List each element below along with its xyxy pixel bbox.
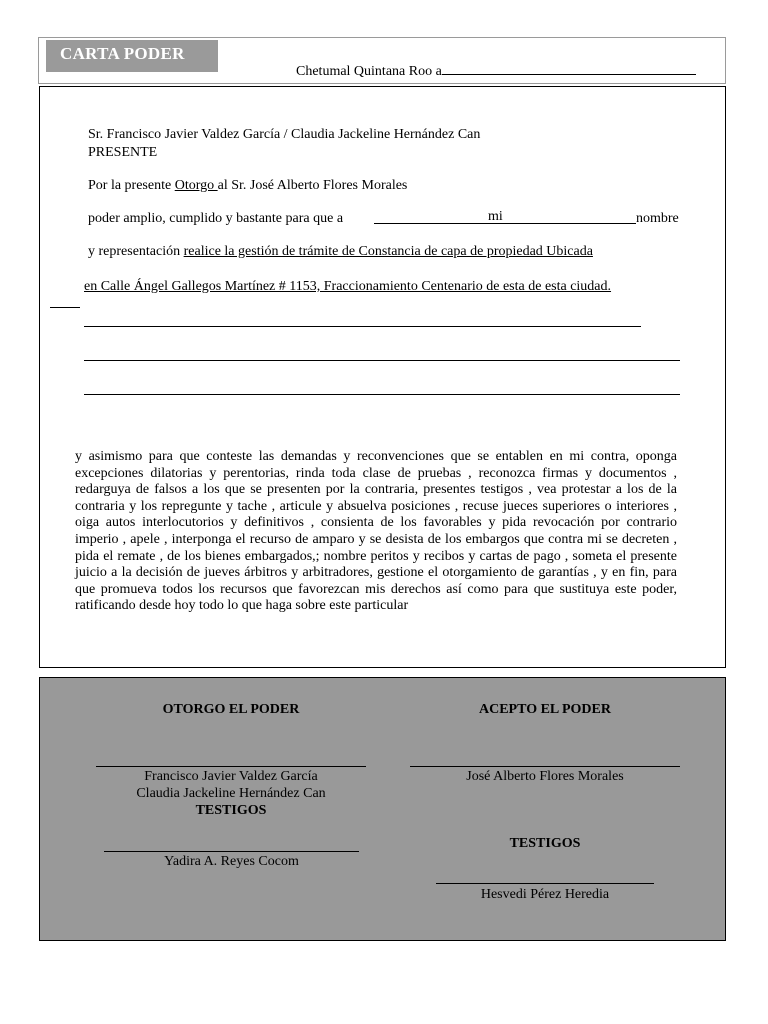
power-line-fill: mi [488, 209, 503, 224]
witness-right-signature-line [436, 883, 654, 884]
representation-line [88, 243, 593, 260]
witnesses-right-heading: TESTIGOS [509, 836, 581, 851]
witness-left-name: Yadira A. Reyes Cocom [164, 854, 299, 869]
grantor-heading: OTORGO EL PODER [162, 702, 300, 717]
place-date-line [296, 60, 696, 80]
grant-line [88, 177, 407, 194]
grant-line-rest: al Sr. José Alberto Flores Morales [217, 178, 408, 193]
grantor-signature-line [96, 766, 366, 767]
powers-paragraph: y asimismo para que conteste las demandas y reconvenciones que se entablen en mi contra, oponga excepciones dilatorias y perentorias, rinda toda clase de pruebas , reconozca firmas y documentos , redarguya de falsos a los que se presenten por la contraria, presentes testigos , vea protestar a los de la contraria y los repregunte y tache , articule y absuelva posiciones , recuse jueces superiores o interiores , oiga autos interlocutorios y definitivos , consienta de los favorables y pida revocación por contrario imperio , apele , interponga el recurso de amparo y se desista de los embargos que contra mi se decreten , pida el remate , de los bienes embargados,; nombre peritos y recibos y cartas de pago , someta el presente juicio a la decisión de jueves árbitros y arbitradores, gestione el otorgamiento de garantías , y en fin, para que promueva todos los recursos que favorezcan mis derechos así como para que sustituya este poder, ratificando desde hoy todo lo que haga sobre este particular [75, 449, 677, 614]
grant-line-otorgo: Otorgo [174, 178, 218, 193]
representation-prefix: y representación [88, 244, 184, 259]
representation-purpose: realice la gestión de trámite de Constancia de capa de propiedad Ubicada [183, 244, 593, 259]
grantor-name-1: Francisco Javier Valdez García [144, 769, 318, 784]
date-blank [442, 60, 696, 75]
place-label: Chetumal Quintana Roo a [296, 64, 442, 79]
blank-line-short [50, 307, 80, 308]
witnesses-left-heading: TESTIGOS [195, 803, 267, 818]
grant-line-prefix: Por la presente [88, 178, 175, 193]
power-line-prefix: poder amplio, cumplido y bastante para que a [88, 211, 344, 226]
blank-line-1 [84, 326, 641, 327]
property-location: en Calle Ángel Gallegos Martínez # 1153, Fraccionamiento Centenario de esta de esta ciudad. [84, 279, 612, 294]
document-title: CARTA PODER [46, 40, 218, 72]
grantor-name-2: Claudia Jackeline Hernández Can [136, 786, 326, 801]
witness-right-name: Hesvedi Pérez Heredia [480, 887, 610, 902]
blank-line-2 [84, 360, 680, 361]
presente-label: PRESENTE [88, 145, 158, 160]
acceptor-signature-line [410, 766, 680, 767]
witness-left-signature-line [104, 851, 359, 852]
addressee: Sr. Francisco Javier Valdez García / Claudia Jackeline Hernández Can [88, 127, 481, 142]
acceptor-name: José Alberto Flores Morales [466, 769, 624, 784]
power-line-suffix: nombre [636, 211, 679, 226]
power-line-blank [374, 223, 636, 224]
blank-line-3 [84, 394, 680, 395]
acceptor-heading: ACEPTO EL PODER [479, 702, 611, 717]
